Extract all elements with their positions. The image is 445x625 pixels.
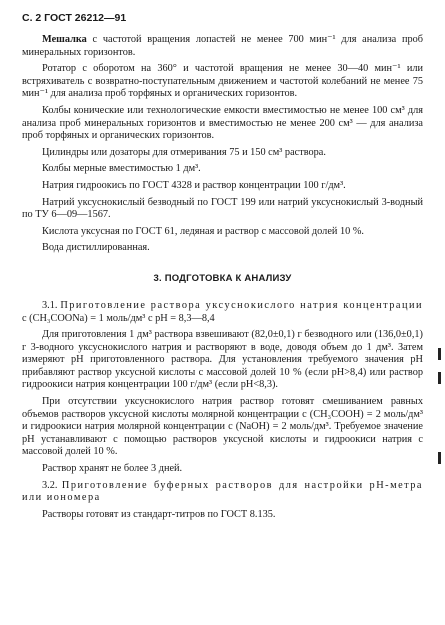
paragraph-water: Вода дистиллированная.	[42, 242, 150, 254]
paragraph-sodium-acetate: Натрий уксуснокислый безводный по ГОСТ 199 или натрий уксуснокислый 3-водный по ТУ 6—09—1567.	[22, 196, 423, 221]
subsection-3-1-title: Приготовление раствора уксуснокислого натрия концентрации	[60, 299, 423, 311]
subsection-3-2-title: Приготовление буферных растворов для настройки pH-метра или иономера	[22, 479, 424, 504]
stirrer-text: с частотой вращения лопастей не менее 700 мин⁻¹ для анализа проб минеральных горизонтов.	[22, 34, 423, 58]
paragraph-sodium-hydroxide: Натрия гидроокись по ГОСТ 4328 и раствор концентрации 100 г/дм³.	[42, 179, 346, 191]
subsection-3-2-number: 3.2.	[42, 479, 58, 491]
paragraph-storage: Раствор хранят не более 3 дней.	[42, 463, 183, 475]
section-title: 3. ПОДГОТОВКА К АНАЛИЗУ	[153, 272, 292, 284]
subsection-3-1-formula: с (CH₃COONa) = 1 моль/дм³ с pH = 8,3—8,4	[22, 312, 215, 324]
margin-mark	[438, 372, 441, 384]
subsection-3-1-heading	[22, 300, 423, 325]
page-header: С. 2 ГОСТ 26212—91	[22, 12, 127, 24]
paragraph-buffer-solutions: Растворы готовят из стандарт-титров по ГОСТ 8.135.	[42, 508, 276, 520]
subsection-3-2-heading	[22, 480, 423, 505]
paragraph-cylinders: Цилиндры или дозаторы для отмеривания 75 и 150 см³ раствора.	[42, 146, 326, 158]
margin-mark	[438, 452, 441, 464]
subsection-3-1-number: 3.1.	[42, 299, 58, 311]
paragraph-stirrer	[22, 34, 423, 59]
paragraph-preparation: Для приготовления 1 дм³ раствора взвешивают (82,0±0,1) г безводного или (136,0±0,1) г 3-водного уксуснокислого натрия и растворяют в воде, доводя объем до 1 дм³. Затем измеряют pH приготовленного раствора. Для установления требуемого значения pH прибавляют раствор уксусной кислоты с массовой долей 10 % (если pH>8,4) или раствор гидроокиси натрия концентрации 100 г/дм³ (если pH<8,3).	[22, 329, 423, 391]
paragraph-volumetric-flasks: Колбы мерные вместимостью 1 дм³.	[42, 163, 201, 175]
paragraph-rotator: Ротатор с оборотом на 360° и частотой вращения не менее 30—40 мин⁻¹ или встряхиватель с возвратно-поступательным движением и частотой колебаний не менее 75 мин⁻¹ для анализа проб торфяных и органических горизонтов.	[22, 63, 423, 100]
stirrer-term: Мешалка	[42, 34, 87, 45]
paragraph-acetic-acid: Кислота уксусная по ГОСТ 61, ледяная и раствор с массовой долей 10 %.	[42, 225, 364, 237]
paragraph-flasks: Колбы конические или технологические емкости вместимостью не менее 100 см³ для анализа проб минеральных горизонтов и вместимостью не менее 200 см³ — для анализа проб торфяных и органических горизонтов.	[22, 104, 423, 142]
margin-mark	[438, 348, 441, 360]
paragraph-alternative: При отсутствии уксуснокислого натрия раствор готовят смешиванием равных объемов растворов уксусной кислоты молярной концентрации с (CH₃COOH) = 2 моль/дм³ и гидроокиси натрия молярной концентрации с (NaOH) = 2 моль/дм³. Требуемое значение pH устанавливают с помощью растворов уксусной кислоты и гидроокиси натрия с массовой долей 10 %.	[22, 396, 423, 458]
